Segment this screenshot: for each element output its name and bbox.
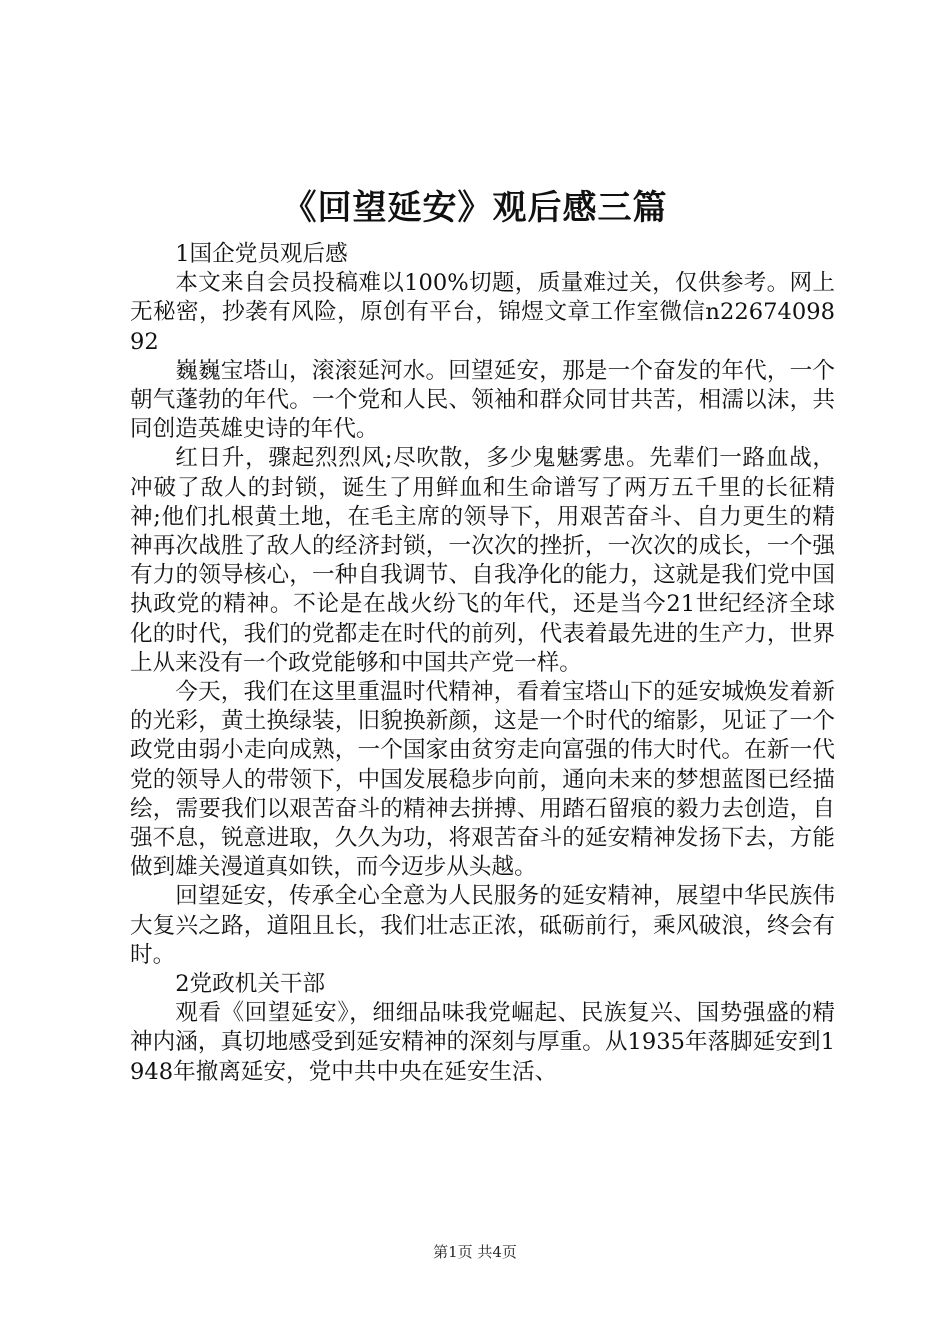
paragraph-2: 红日升，骤起烈烈风;尽吹散，多少鬼魅雾患。先辈们一路血战，冲破了敌人的封锁，诞生了用鲜血和生命谱写了两万五千里的长征精神;他们扎根黄土地，在毛主席的领导下，用艰苦奋斗、自力更生的精神再次战胜了敌人的经济封锁，一次次的挫折，一次次的成长，一个强有力的领导核心，一种自我调节、自我净化的能力，这就是我们党中国执政党的精神。不论是在战火纷飞的年代，还是当今21世纪经济全球化的时代，我们的党都走在时代的前列，代表着最先进的生产力，世界上从来没有一个政党能够和中国共产党一样。 <box>130 445 835 676</box>
document-title: 《回望延安》观后感三篇 <box>282 188 668 228</box>
document-body <box>130 240 835 1087</box>
paragraph-3: 今天，我们在这里重温时代精神，看着宝塔山下的延安城焕发着新的光彩，黄土换绿装，旧貌换新颜，这是一个时代的缩影，见证了一个政党由弱小走向成熟，一个国家由贫穷走向富强的伟大时代。在新一代党的领导人的带领下，中国发展稳步向前，通向未来的梦想蓝图已经描绘，需要我们以艰苦奋斗的精神去拼搏、用踏石留痕的毅力去创造，自强不息，锐意进取，久久为功，将艰苦奋斗的延安精神发扬下去，方能做到雄关漫道真如铁，而今迈步从头越。 <box>130 679 835 881</box>
paragraph-disclaimer: 本文来自会员投稿难以100%切题，质量难过关，仅供参考。网上无秘密，抄袭有风险，原创有平台，锦煜文章工作室微信n2267409892 <box>130 270 835 355</box>
paragraph-1: 巍巍宝塔山，滚滚延河水。回望延安，那是一个奋发的年代，一个朝气蓬勃的年代。一个党和人民、领袖和群众同甘共苦，相濡以沫，共同创造英雄史诗的年代。 <box>130 357 835 443</box>
paragraph-4: 回望延安，传承全心全意为人民服务的延安精神，展望中华民族伟大复兴之路，道阻且长，我们壮志正浓，砥砺前行，乘风破浪，终会有时。 <box>130 883 835 968</box>
section-heading-1: 1国企党员观后感 <box>175 241 348 267</box>
section-heading-2: 2党政机关干部 <box>175 971 326 998</box>
paragraph-5: 观看《回望延安》，细细品味我党崛起、民族复兴、国势强盛的精神内涵，真切地感受到延安精神的深刻与厚重。从1935年落脚延安到1948年撤离延安，党中共中央在延安生活、 <box>130 1000 835 1085</box>
page-footer: 第1页 共4页 <box>433 1243 517 1261</box>
